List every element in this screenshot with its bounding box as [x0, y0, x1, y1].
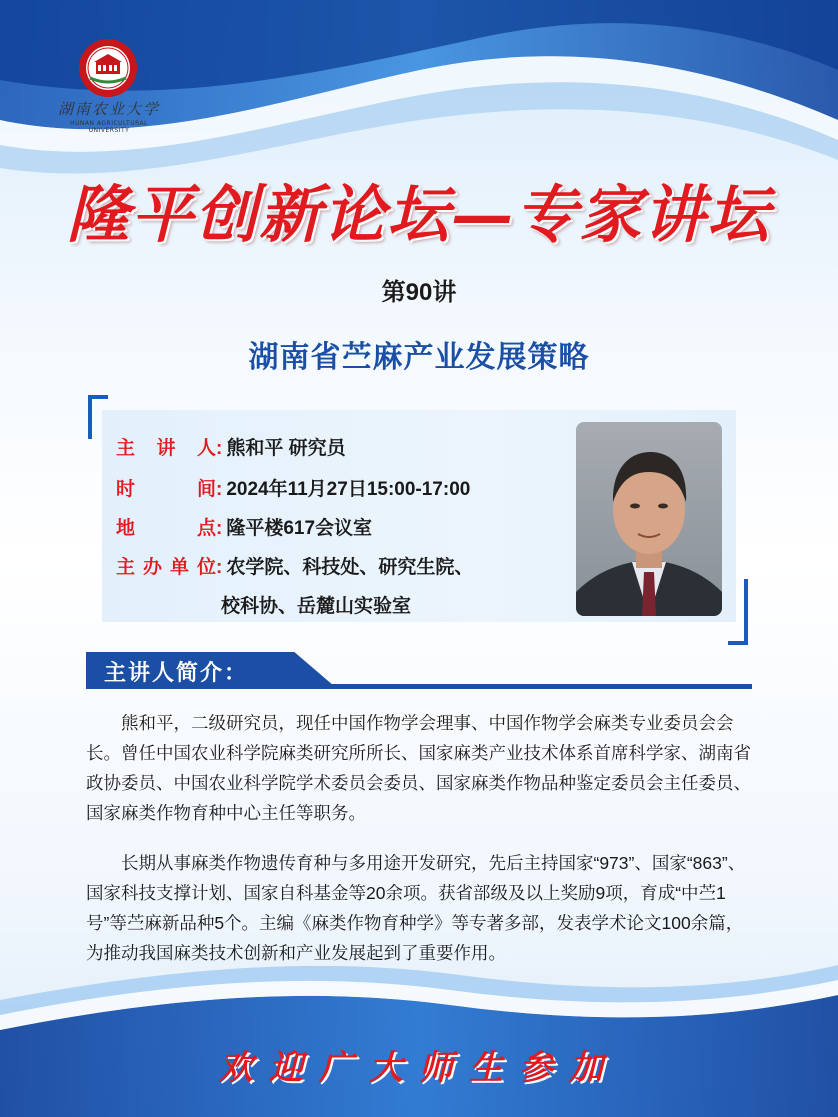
forum-title: 隆平创新论坛—专家讲坛 — [66, 178, 771, 251]
place-colon: : — [216, 518, 223, 539]
place-row — [116, 513, 372, 540]
bracket-top-left — [88, 395, 108, 439]
speaker-portrait-icon — [576, 422, 722, 616]
speaker-label: 主讲人 — [116, 438, 216, 459]
university-name-cn: 湖南农业大学 — [57, 100, 160, 118]
host-label: 主办单位 — [116, 557, 216, 578]
speaker-colon: : — [216, 438, 223, 459]
lecture-subject: 湖南省苎麻产业发展策略 — [248, 341, 590, 374]
bracket-bottom-right — [728, 579, 748, 645]
time-colon: : — [216, 479, 223, 500]
bio-paragraph-1: 熊和平，二级研究员，现任中国作物学会理事、中国作物学会麻类专业委员会会长。曾任中国农业科学院麻类研究所所长、国家麻类产业技术体系首席科学家、湖南省政协委员、中国农业科学院学术委员会委员、国家麻类作物品种鉴定委员会主任委员、国家麻类作物育种中心主任等职务。 — [86, 713, 751, 823]
university-name-en: HUNAN AGRICULTURAL UNIVERSITY — [69, 120, 148, 134]
time-row — [116, 474, 470, 501]
host-row — [116, 552, 473, 579]
speaker-photo — [576, 422, 722, 616]
place-value: 隆平楼617会议室 — [226, 518, 373, 539]
university-logo — [54, 38, 164, 134]
speaker-value: 熊和平 研究员 — [226, 438, 346, 459]
speaker-row — [116, 433, 346, 460]
intro-header — [86, 652, 752, 692]
lecture-number: 第90讲 — [381, 279, 457, 306]
university-seal-icon — [78, 38, 138, 98]
welcome-banner: 欢迎广大师生参加 — [219, 1048, 619, 1088]
bio-paragraph-2: 长期从事麻类作物遗传育种与多用途开发研究，先后主持国家“973”、国家“863”、国家科技支撑计划、国家自科基金等20余项。获省部级及以上奖励9项，育成“中苎1号”等苎麻新品种5个。主编《麻类作物育种学》等专著多部，发表学术论文100余篇，为推动我国麻类技术创新和产业发展起到了重要作用。 — [86, 853, 746, 963]
place-label: 地点 — [116, 518, 216, 539]
time-label: 时间 — [116, 479, 216, 500]
host-value-line2: 校科协、岳麓山实验室 — [221, 596, 412, 617]
host-value-line1: 农学院、科技处、研究生院、 — [226, 557, 474, 578]
intro-title: 主讲人简介： — [104, 660, 249, 685]
time-value: 2024年11月27日15:00-17:00 — [226, 479, 471, 500]
host-colon: : — [216, 557, 223, 578]
